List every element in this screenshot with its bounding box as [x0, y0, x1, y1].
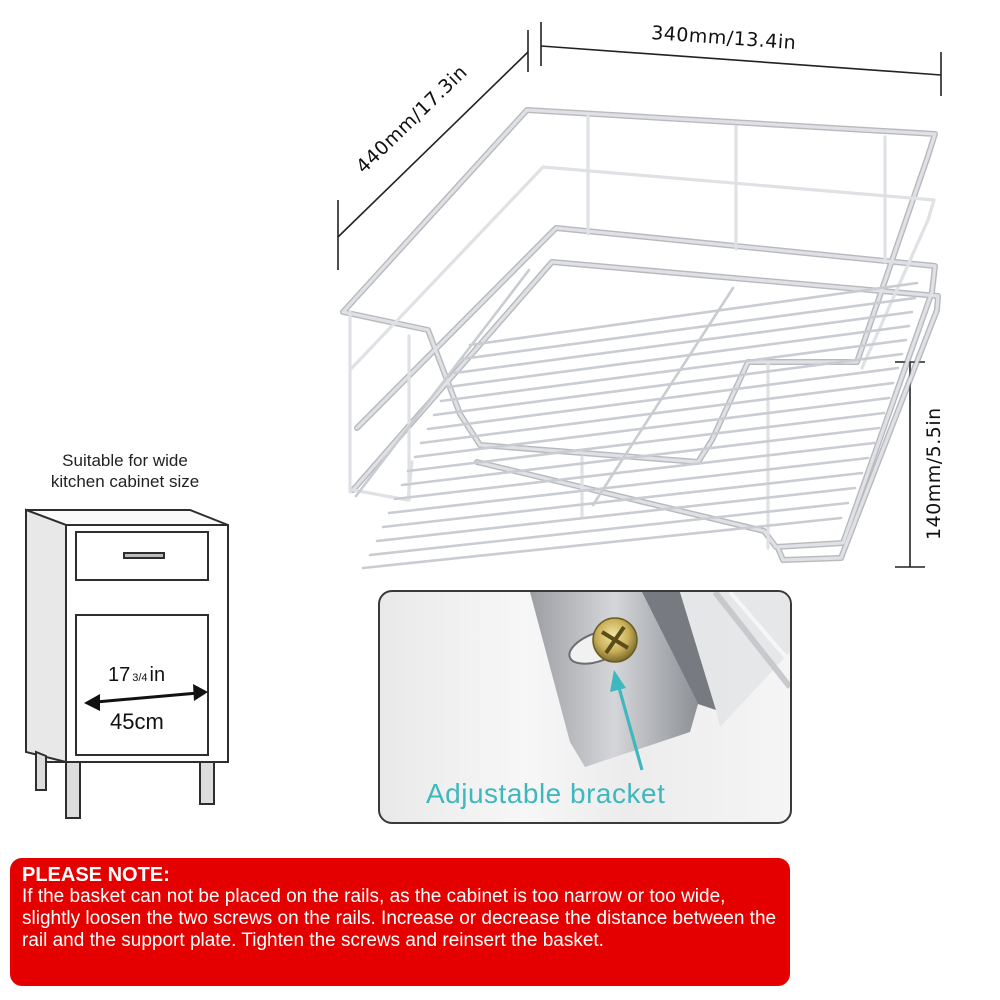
- bracket-caption: Adjustable bracket: [426, 778, 666, 809]
- drawer-handle: [124, 553, 164, 558]
- note-title: PLEASE NOTE:: [22, 864, 170, 886]
- please-note-box: [10, 858, 790, 986]
- basket-floor-wires: [356, 270, 917, 568]
- cabinet-caption: [20, 450, 230, 492]
- width-inches-whole: 17: [108, 664, 131, 686]
- note-body: If the basket can not be placed on the rails, as the cabinet is too narrow or too wide, slightly loosen the two screws on the rails. Increase or decrease the distance between the rail and the support plate. Tighten the screws and reinsert the basket.: [22, 886, 777, 951]
- depth-dimension-label: 440mm/17.3in: [352, 61, 472, 178]
- cabinet-caption-line1: Suitable for wide: [62, 451, 188, 470]
- width-dimension-label: 340mm/13.4in: [650, 22, 797, 55]
- cabinet-caption-line2: kitchen cabinet size: [50, 472, 200, 491]
- cabinet-width-cm: 45cm: [110, 709, 164, 734]
- width-inches-unit: in: [149, 664, 166, 686]
- wire-basket: [343, 110, 938, 568]
- cabinet-width-inches: [108, 664, 165, 687]
- bracket-detail-photo: [378, 590, 792, 824]
- width-inches-fraction: 3/4: [132, 672, 148, 684]
- height-dimension-label: 140mm/5.5in: [923, 407, 945, 540]
